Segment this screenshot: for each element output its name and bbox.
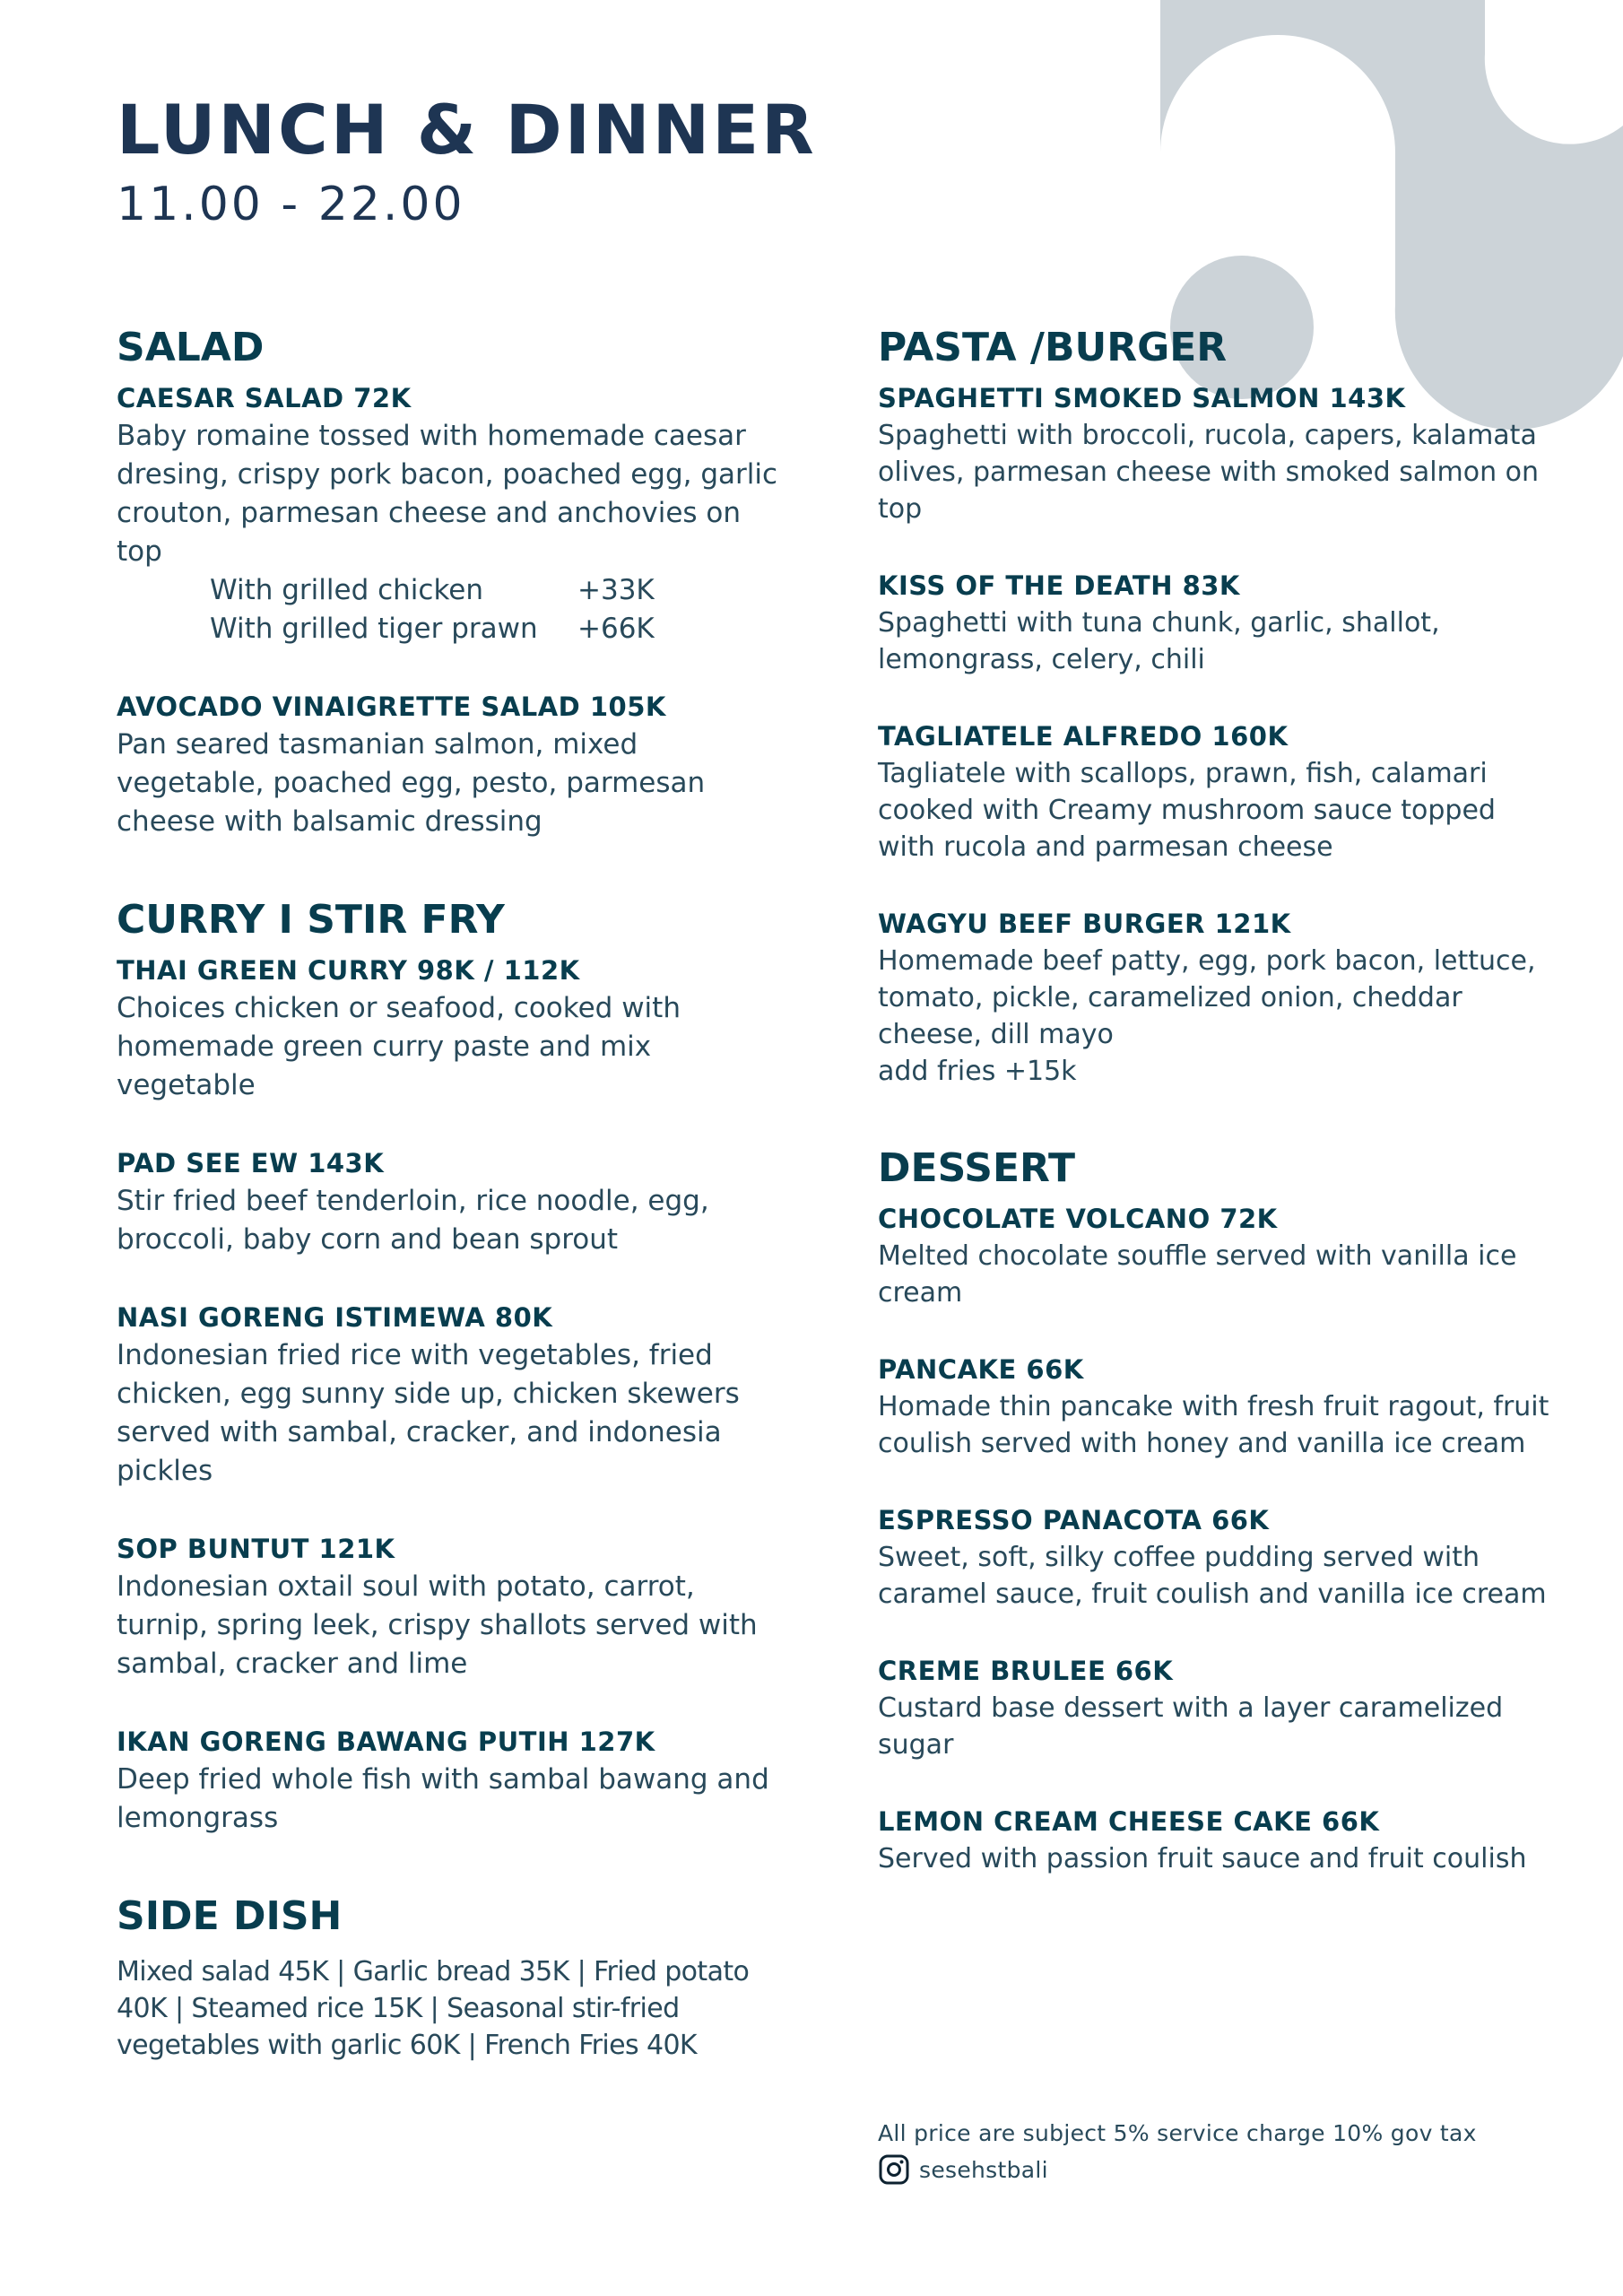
item-description: Spaghetti with tuna chunk, garlic, shallot, lemongrass, celery, chili <box>878 606 1440 675</box>
item-description: Deep fried whole fish with sambal bawang and lemongrass <box>117 1762 769 1834</box>
page-title: LUNCH & DINNER <box>117 90 817 170</box>
item-name: SOP BUNTUT 121K <box>117 1533 395 1564</box>
item-name: SPAGHETTI SMOKED SALMON 143K <box>878 382 1406 413</box>
menu-item-spaghetti-salmon <box>878 379 1550 527</box>
left-column <box>117 325 780 2064</box>
menu-item-lemon-cheese-cake <box>878 1803 1550 1877</box>
item-description: Melted chocolate souffle served with vanilla ice cream <box>878 1239 1517 1309</box>
addon-price: +66K <box>577 612 655 645</box>
section-title-pasta-burger: PASTA /BURGER <box>878 325 1228 370</box>
section-title-side-dish: SIDE DISH <box>117 1892 343 1939</box>
item-description: Indonesian oxtail soul with potato, carrot, turnip, spring leek, crispy shallots served with sambal, cracker and lime <box>117 1570 758 1680</box>
addon-row <box>117 610 780 648</box>
menu-item-nasi-goreng <box>117 1299 780 1491</box>
item-name: NASI GORENG ISTIMEWA 80K <box>117 1301 553 1333</box>
item-name: CHOCOLATE VOLCANO 72K <box>878 1203 1278 1234</box>
menu-item-caesar-salad <box>117 379 780 648</box>
item-description: Homade thin pancake with fresh fruit ragout, fruit coulish served with honey and vanilla ice cream <box>878 1390 1549 1459</box>
footer <box>878 2120 1477 2186</box>
section-title-dessert: DESSERT <box>878 1144 1075 1191</box>
menu-item-pancake <box>878 1351 1550 1462</box>
price-note: All price are subject 5% service charge 10% gov tax <box>878 2120 1477 2146</box>
menu-item-avocado-salad <box>117 688 780 841</box>
menu-item-chocolate-volcano <box>878 1200 1550 1311</box>
instagram-handle: sesehstbali <box>919 2156 1048 2183</box>
item-name: THAI GREEN CURRY 98K / 112K <box>117 954 580 986</box>
right-column <box>878 325 1550 1877</box>
addon-label: With grilled tiger prawn <box>210 612 538 645</box>
item-name: TAGLIATELE ALFREDO 160K <box>878 720 1289 752</box>
item-name: ESPRESSO PANACOTA 66K <box>878 1504 1270 1535</box>
item-description: Choices chicken or seafood, cooked with homemade green curry paste and mix vegetable <box>117 991 681 1101</box>
item-extra: add fries +15k <box>878 1055 1077 1087</box>
item-description: Custard base dessert with a layer caramelized sugar <box>878 1692 1504 1761</box>
addon-label: With grilled chicken <box>210 573 484 606</box>
menu-item-espresso-panacota <box>878 1501 1550 1613</box>
addon-row <box>117 571 780 610</box>
menu-item-thai-green-curry <box>117 952 780 1105</box>
item-description: Baby romaine tossed with homemade caesar dresing, crispy pork bacon, poached egg, garlic crouton, parmesan cheese and anchovies on top <box>117 419 778 568</box>
item-description: Stir fried beef tenderloin, rice noodle, egg, broccoli, baby corn and bean sprout <box>117 1184 709 1256</box>
menu-item-kiss-of-the-death <box>878 567 1550 678</box>
item-name: WAGYU BEEF BURGER 121K <box>878 908 1291 939</box>
menu-item-creme-brulee <box>878 1652 1550 1763</box>
opening-hours: 11.00 - 22.00 <box>117 178 465 231</box>
item-name: PAD SEE EW 143K <box>117 1147 385 1178</box>
instagram-icon <box>878 2153 910 2186</box>
section-title-curry: CURRY I STIR FRY <box>117 896 505 943</box>
item-description: Pan seared tasmanian salmon, mixed vegetable, poached egg, pesto, parmesan cheese with balsamic dressing <box>117 727 706 838</box>
menu-item-sop-buntut <box>117 1530 780 1683</box>
side-dish-list: Mixed salad 45K | Garlic bread 35K | Fried potato 40K | Steamed rice 15K | Seasonal stir-fried vegetables with garlic 60K | French Fries 40K <box>117 1955 750 2061</box>
section-title-salad: SALAD <box>117 325 265 370</box>
item-description: Sweet, soft, silky coffee pudding served with caramel sauce, fruit coulish and vanilla ice cream <box>878 1541 1547 1610</box>
item-name: IKAN GORENG BAWANG PUTIH 127K <box>117 1726 655 1757</box>
item-description: Homemade beef patty, egg, pork bacon, lettuce, tomato, pickle, caramelized onion, cheddar cheese, dill mayo <box>878 944 1536 1050</box>
menu-item-tagliatele-alfredo <box>878 718 1550 865</box>
item-description: Tagliatele with scallops, prawn, fish, calamari cooked with Creamy mushroom sauce topped with rucola and parmesan cheese <box>878 757 1496 863</box>
item-name: CREME BRULEE 66K <box>878 1655 1174 1686</box>
menu-item-wagyu-burger <box>878 905 1550 1090</box>
item-description: Spaghetti with broccoli, rucola, capers, kalamata olives, parmesan cheese with smoked salmon on top <box>878 419 1540 525</box>
addon-price: +33K <box>577 573 655 606</box>
menu-item-pad-see-ew <box>117 1144 780 1259</box>
item-name: LEMON CREAM CHEESE CAKE 66K <box>878 1805 1380 1837</box>
menu-item-ikan-goreng <box>117 1723 780 1838</box>
item-name: AVOCADO VINAIGRETTE SALAD 105K <box>117 691 666 722</box>
item-name: KISS OF THE DEATH 83K <box>878 570 1240 601</box>
item-description: Served with passion fruit sauce and fruit coulish <box>878 1843 1527 1875</box>
item-name: CAESAR SALAD 72K <box>117 382 412 413</box>
instagram-link[interactable] <box>878 2153 1477 2186</box>
item-description: Indonesian fried rice with vegetables, fried chicken, egg sunny side up, chicken skewers served with sambal, cracker, and indonesia pickles <box>117 1338 740 1487</box>
item-name: PANCAKE 66K <box>878 1353 1084 1385</box>
